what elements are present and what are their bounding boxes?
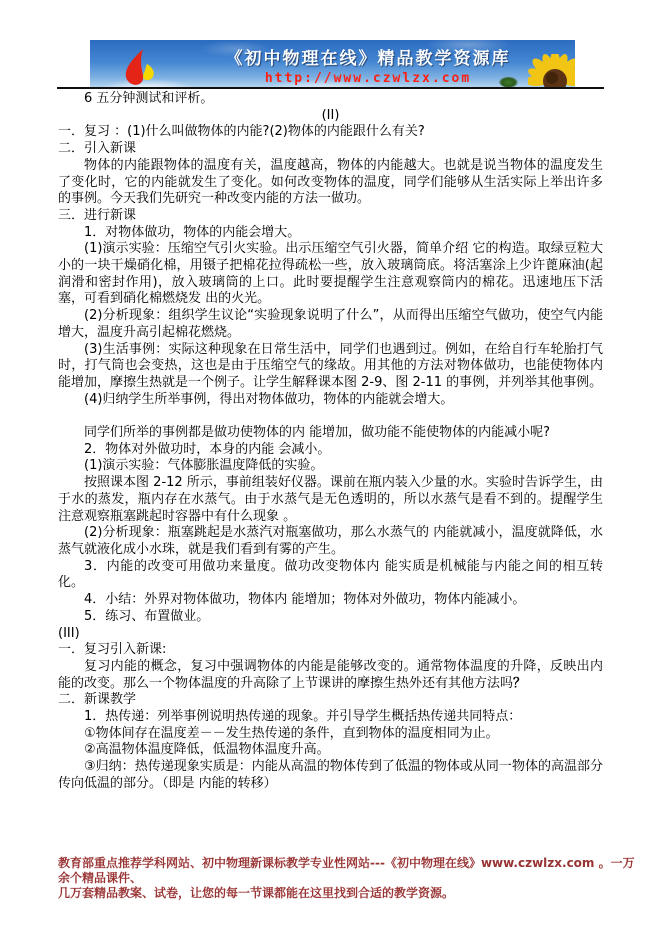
paragraph: (2)分析现象：组织学生议论“实验现象说明了什么”，从而得出压缩空气做功，使空气内能增大，温度升高引起棉花燃烧。: [58, 308, 603, 340]
paragraph: 复习内能的概念，复习中强调物体的内能是能够改变的。通常物体温度的升降，反映出内能的改变。那么一个物体温度的升高除了上节课讲的摩擦生热外还有其他方法吗？: [58, 658, 603, 691]
paragraph: 3．内能的改变可用做功来量度。做功改变物体内 能实质是机械能与内能之间的相互转化。: [58, 558, 603, 591]
paragraph: (1)演示实验：气体膨胀温度降低的实验。: [84, 458, 324, 474]
paragraph: ①物体间存在温度差－－发生热传递的条件，直到物体的温度相同为止。: [84, 725, 499, 741]
paragraph: 同学们所举的事例都是做功使物体的内 能增加，做功能不能使物体的内能减小呢?: [84, 425, 551, 441]
banner-url: http://www.czwlzx.com: [264, 71, 472, 86]
document-body: [58, 91, 603, 793]
paragraph: (4)归纳学生所举事例，得出对物体做功，物体的内能就会增大。: [84, 391, 454, 407]
paragraph: ②高温物体温度降低，低温物体温度升高。: [84, 742, 330, 758]
paragraph: (III): [58, 625, 80, 641]
paragraph: 一．复习 ：(1)什么叫做物体的内能?(2)物体的内能跟什么有关?: [58, 124, 425, 140]
paragraph: 6 五分钟测试和评析。: [84, 91, 214, 106]
flame-logo-icon: [116, 48, 162, 88]
header-divider: [57, 87, 604, 89]
paragraph: (II): [321, 107, 340, 123]
footer-line-2: 几万套精品教案、试卷，让您的每一节课都能在这里找到合适的教学资源。: [58, 886, 455, 900]
paragraph: (3)生活事例：实际这种现象在日常生活中，同学们也遇到过。例如，在给自行车轮胎打气时，打气筒也会变热，这也是由于压缩空气的缘故。用其他的方法对物体做功，也能使物体内能增加，摩擦生热就是一个例子。让学生解释课本图 2-9、图 2-11 的事例，并列举其他事例。: [58, 341, 603, 390]
site-banner: [90, 40, 575, 88]
paragraph: 4．小结：外界对物体做功，物体内 能增加；物体对外做功，物体内能减小。: [84, 592, 526, 608]
paragraph: (1)演示实验：压缩空气引火实验。出示压缩空气引火器，简单介绍 它的构造。取绿豆粒大小的一块干燥硝化棉，用镊子把棉花拉得疏松一些，放入玻璃筒底。将活塞涂上少许蓖麻油(起润滑和密封作用)，放入玻璃筒的上口。此时要提醒学生注意观察筒内的棉花。迅速地压下活塞，可看到硝化棉燃烧发 出的火光。: [58, 241, 603, 307]
footer-text: [58, 856, 636, 901]
banner-title: 《初中物理在线》精品教学资源库: [225, 49, 511, 69]
paragraph: 二．新课教学: [58, 692, 137, 708]
paragraph: 物体的内能跟物体的温度有关，温度越高，物体的内能越大。也就是说当物体的温度发生了变化时，它的内能就发生了变化。如何改变物体的温度，同学们能够从生活实际上举出许多的事例。今天我们先研究一种改变内能的方法一做功。: [58, 157, 603, 207]
paragraph: 二．引入新课: [58, 141, 137, 157]
paragraph: 三．进行新课: [58, 207, 137, 223]
paragraph: 1．热传递：列举事例说明热传递的现象。并引导学生概括热传递共同特点：: [84, 709, 522, 725]
paragraph: 一．复习引入新课:: [58, 642, 167, 658]
leaves-icon: [498, 74, 524, 88]
paragraph: 1．对物体做功，物体的内能会增大。: [84, 224, 301, 240]
paragraph: 按照课本图 2-12 所示，事前组装好仪器。课前在瓶内装入少量的水。实验时告诉学生，由于水的蒸发，瓶内存在水蒸气。由于水蒸气是无色透明的，所以水蒸气是看不到的。提醒学生注意观察瓶塞跳起时容器中有什么现象 。: [58, 475, 603, 524]
paragraph: ③归纳：热传递现象实质是：内能从高温的物体传到了低温的物体或从同一物体的高温部分传向低温的部分。（即是 内能的转移）: [58, 759, 603, 791]
paragraph: (2)分析现象：瓶塞跳起是水蒸汽对瓶塞做功，那么水蒸气的 内能就减小，温度就降低，水蒸气就液化成小水珠，就是我们看到有雾的产生。: [58, 525, 603, 557]
paragraph: [58, 408, 603, 425]
paragraph: 2．物体对外做功时，本身的内能 会减小。: [84, 441, 331, 457]
footer-line-1: 教育部重点推荐学科网站、初中物理新课标教学专业性网站---《初中物理在线》www.czwlzx.com 。一万余个精品课件、: [58, 856, 635, 885]
sunflower-icon: [528, 54, 575, 88]
paragraph: 5．练习、布置做业。: [84, 608, 210, 624]
